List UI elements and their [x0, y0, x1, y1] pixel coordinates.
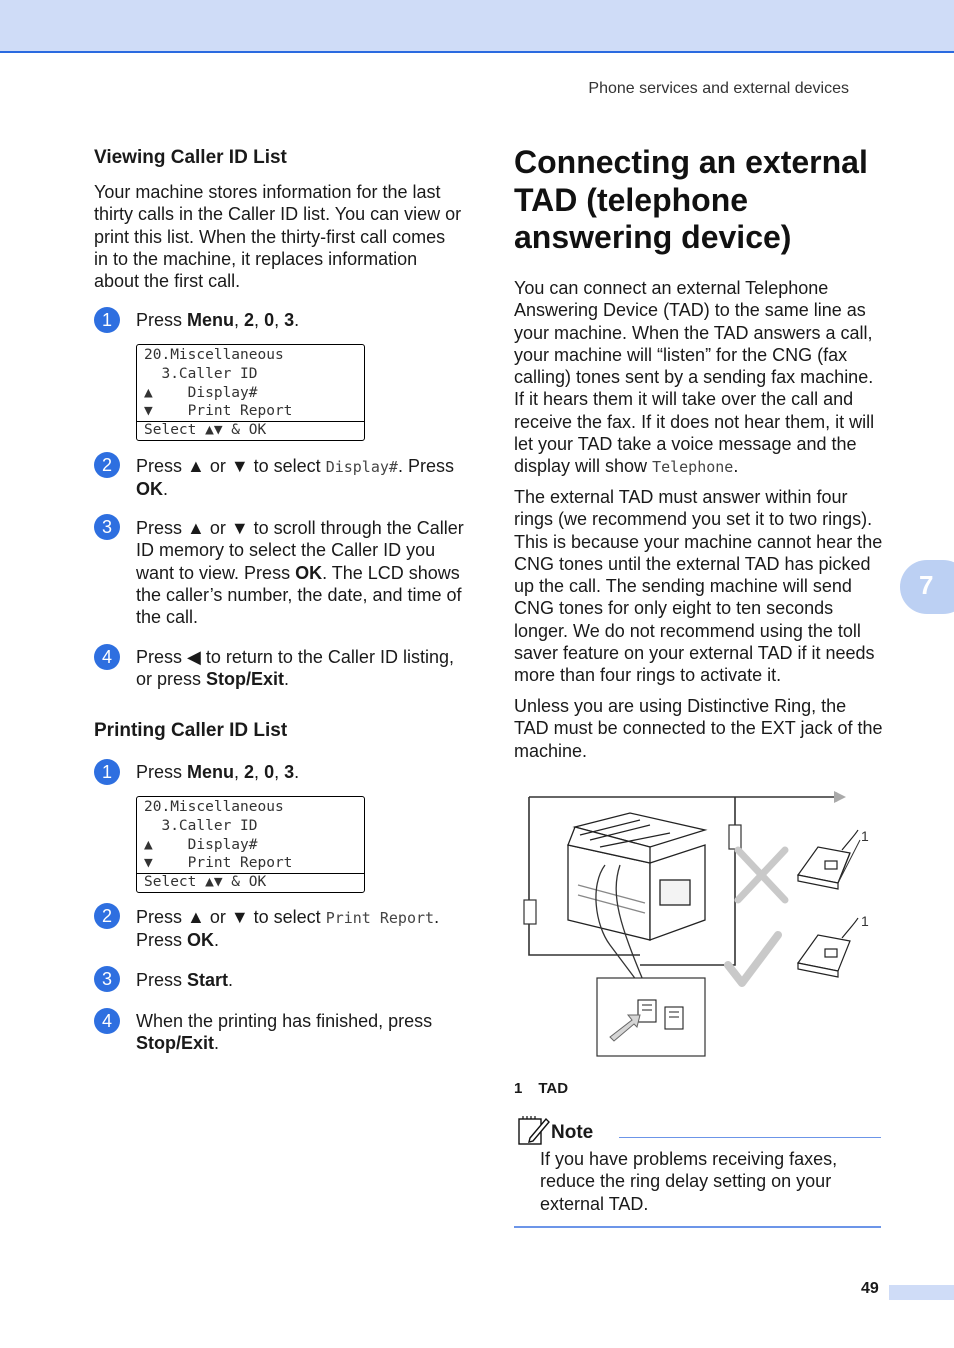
page-number: 49	[861, 1280, 879, 1297]
lcd-display	[136, 344, 365, 441]
tad-label: 1	[861, 828, 869, 844]
running-head: Phone services and external devices	[588, 80, 849, 97]
chapter-tab	[900, 560, 954, 614]
fax-machine-icon	[568, 813, 705, 940]
tad-heading: Connecting an external TAD (telephone answering device)	[514, 144, 868, 255]
step-number: 1	[94, 759, 120, 785]
note-box	[514, 1112, 881, 1228]
lcd-line: Select ▲▼ & OK	[144, 422, 267, 438]
chapter-number: 7	[919, 570, 934, 600]
wall-jack-left	[524, 900, 536, 924]
note-title: Note	[551, 1122, 594, 1143]
wall-jack-right	[729, 825, 741, 849]
viewing-intro: Your machine stores information for the last thirty calls in the Caller ID list. You can view or print this list. When the thirty-first call comes in to the machine, it replaces information about the first call.	[94, 182, 462, 292]
tad-para-1: You can connect an external Telephone Answering Device (TAD) to the same line as your machine. When the TAD answers a call, your machine will “listen” for the CNG (fax calling) tones sent by a sending fax machine. If it hears them it will take over the call and receive the fax. If it does not hear them, it will let your TAD take a voice message and the display will show Telephone.	[514, 278, 875, 477]
lcd-line: ▼ Print Report	[144, 403, 293, 419]
tad-device-top-icon	[798, 830, 858, 889]
footer-band	[889, 1285, 954, 1300]
step-text: Press Menu, 2, 0, 3.	[136, 310, 300, 330]
lcd-line: Select ▲▼ & OK	[144, 874, 267, 890]
step-text: When the printing has finished, press Stop/Exit.	[136, 1011, 433, 1054]
tad-para-2: The external TAD must answer within four rings (we recommend you set it to two rings). This is because your machine cannot hear the CNG tones until the external TAD has picked up the call. The sending machine will send CNG tones for only eight to ten seconds longer. We do not recommend using the toll saver feature on your external TAD if it needs more than four rings to activate it.	[514, 487, 883, 686]
step-text: Press ◀ to return to the Caller ID listing, or press Stop/Exit.	[136, 647, 454, 690]
figure-caption: 1 TAD	[514, 1080, 569, 1097]
lcd-line: ▲ Display#	[144, 837, 258, 853]
step-number: 4	[94, 644, 120, 670]
step-text: Press Start.	[136, 970, 234, 990]
step-text: Press ▲ or ▼ to select Print Report. Press OK.	[136, 907, 440, 951]
step-number: 1	[94, 307, 120, 333]
cross-mark-icon	[738, 850, 785, 900]
tad-device-bottom-icon	[798, 918, 858, 977]
step-number: 2	[94, 452, 120, 478]
step-text: Press Menu, 2, 0, 3.	[136, 762, 300, 782]
tad-connection-diagram	[520, 785, 880, 1065]
step-number: 2	[94, 903, 120, 929]
note-body: If you have problems receiving faxes, reduce the ring delay setting on your external TAD.	[540, 1149, 838, 1214]
header-band	[0, 0, 954, 53]
lcd-line: 20.Miscellaneous	[144, 799, 284, 815]
step-number: 4	[94, 1008, 120, 1034]
arrowhead	[834, 791, 846, 803]
step-number: 3	[94, 966, 120, 992]
note-pencil-icon	[518, 1116, 550, 1146]
note-rule	[619, 1137, 881, 1138]
step-text: Press ▲ or ▼ to select Display#. Press OK.	[136, 456, 454, 500]
lcd-line: 20.Miscellaneous	[144, 347, 284, 363]
viewing-heading: Viewing Caller ID List	[94, 147, 287, 168]
lcd-line: ▼ Print Report	[144, 855, 293, 871]
printing-heading: Printing Caller ID List	[94, 720, 288, 741]
step-number: 3	[94, 514, 120, 540]
lcd-line: 3.Caller ID	[144, 818, 258, 834]
lcd-display	[136, 796, 365, 893]
lcd-line: ▲ Display#	[144, 385, 258, 401]
tad-label: 1	[861, 913, 869, 929]
tad-para-3: Unless you are using Distinctive Ring, the TAD must be connected to the EXT jack of the machine.	[514, 696, 883, 761]
step-text: Press ▲ or ▼ to scroll through the Caller ID memory to select the Caller ID you want to view. Press OK. The LCD shows the caller’s number, the date, and time of the call.	[136, 518, 464, 628]
lcd-line: 3.Caller ID	[144, 366, 258, 382]
